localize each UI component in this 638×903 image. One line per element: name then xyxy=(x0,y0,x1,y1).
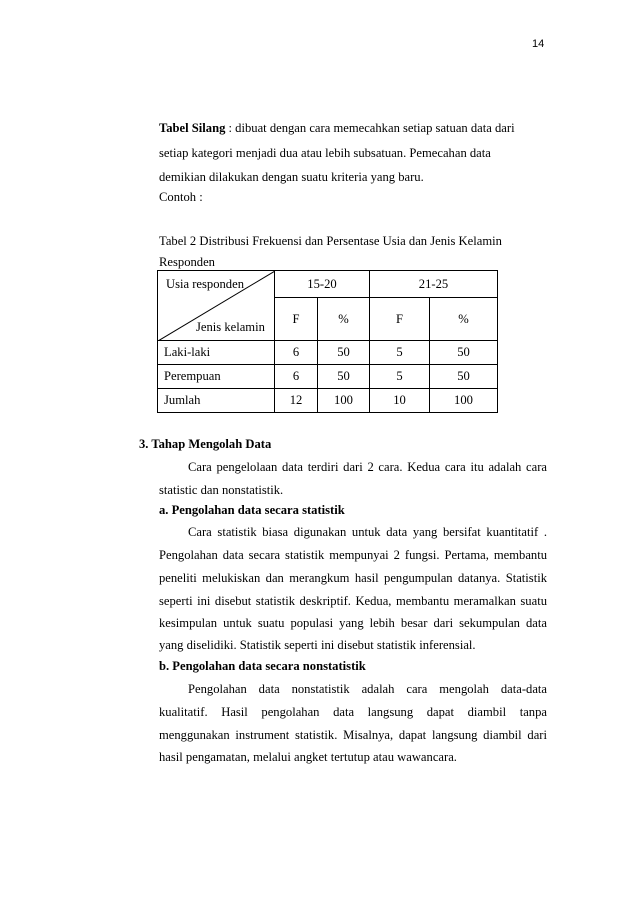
intro-line-4: Contoh : xyxy=(159,190,203,204)
row-label: Jumlah xyxy=(158,389,275,413)
row-label: Laki-laki xyxy=(158,341,275,365)
group-header-21-25: 21-25 xyxy=(370,271,498,298)
table-caption-line-1: Tabel 2 Distribusi Frekuensi dan Persentase Usia dan Jenis Kelamin xyxy=(159,234,502,248)
subsection-b-line: Pengolahan data nonstatistik adalah cara mengolah data-data xyxy=(188,682,547,696)
subheader-f-1: F xyxy=(275,298,318,341)
subsection-b-line: kualitatif. Hasil pengolahan data langsung dapat diambil tanpa xyxy=(159,705,547,719)
table-row xyxy=(158,341,498,365)
table-row xyxy=(158,365,498,389)
cell-value: 5 xyxy=(370,365,430,389)
corner-label-usia: Usia responden xyxy=(166,277,244,291)
table-corner-cell xyxy=(158,271,275,341)
subsection-a-line: Pengolahan data secara statistik mempunyai 2 fungsi. Pertama, membantu xyxy=(159,548,547,562)
row-label: Perempuan xyxy=(158,365,275,389)
intro-line-1-rest: : dibuat dengan cara memecahkan setiap satuan data dari xyxy=(225,121,515,135)
intro-line-1 xyxy=(159,121,515,136)
cell-value: 50 xyxy=(430,341,498,365)
subheader-f-2: F xyxy=(370,298,430,341)
subsection-b-heading: b. Pengolahan data secara nonstatistik xyxy=(159,659,366,673)
cross-table xyxy=(157,270,498,413)
subsection-a-heading: a. Pengolahan data secara statistik xyxy=(159,503,345,517)
subsection-a-line: seperti ini disebut statistik deskriptif. Kedua, membantu meramalkan suatu xyxy=(159,594,547,608)
corner-label-jenis-kelamin: Jenis kelamin xyxy=(196,320,265,334)
subsection-b-line: hasil pengamatan, melalui angket tertutup atau wawancara. xyxy=(159,750,457,764)
cell-value: 12 xyxy=(275,389,318,413)
cell-value: 50 xyxy=(430,365,498,389)
subsection-b-line: menggunakan instrument statistik. Misalnya, dapat langsung diambil dari xyxy=(159,728,547,742)
cell-value: 6 xyxy=(275,365,318,389)
cell-value: 100 xyxy=(430,389,498,413)
cell-value: 10 xyxy=(370,389,430,413)
page-number: 14 xyxy=(532,38,545,50)
section-3-heading: 3. Tahap Mengolah Data xyxy=(139,437,272,451)
subheader-percent-2: % xyxy=(430,298,498,341)
section-3-p1-line-2: statistic dan nonstatistik. xyxy=(159,483,284,497)
subheader-percent-1: % xyxy=(318,298,370,341)
subsection-a-line: peneliti melukiskan dan merangkum hasil pengumpulan datanya. Statistik xyxy=(159,571,547,585)
term-tabel-silang: Tabel Silang xyxy=(159,121,226,135)
table-caption-line-2: Responden xyxy=(159,255,215,269)
group-header-15-20: 15-20 xyxy=(275,271,370,298)
cell-value: 50 xyxy=(318,365,370,389)
section-3-p1-line-1: Cara pengelolaan data terdiri dari 2 cara. Kedua cara itu adalah cara xyxy=(188,460,547,474)
cell-value: 100 xyxy=(318,389,370,413)
table-row xyxy=(158,389,498,413)
cell-value: 6 xyxy=(275,341,318,365)
cell-value: 5 xyxy=(370,341,430,365)
intro-line-3: demikian dilakukan dengan suatu kriteria yang baru. xyxy=(159,170,424,184)
subsection-a-line: Cara statistik biasa digunakan untuk data yang bersifat kuantitatif . xyxy=(188,525,547,539)
subsection-a-line: yang diselidiki. Statistik seperti ini disebut statistik inferensial. xyxy=(159,638,476,652)
cell-value: 50 xyxy=(318,341,370,365)
intro-line-2: setiap kategori menjadi dua atau lebih subsatuan. Pemecahan data xyxy=(159,146,491,160)
subsection-a-line: kesimpulan untuk suatu populasi yang lebih besar dari sekumpulan data xyxy=(159,616,547,630)
